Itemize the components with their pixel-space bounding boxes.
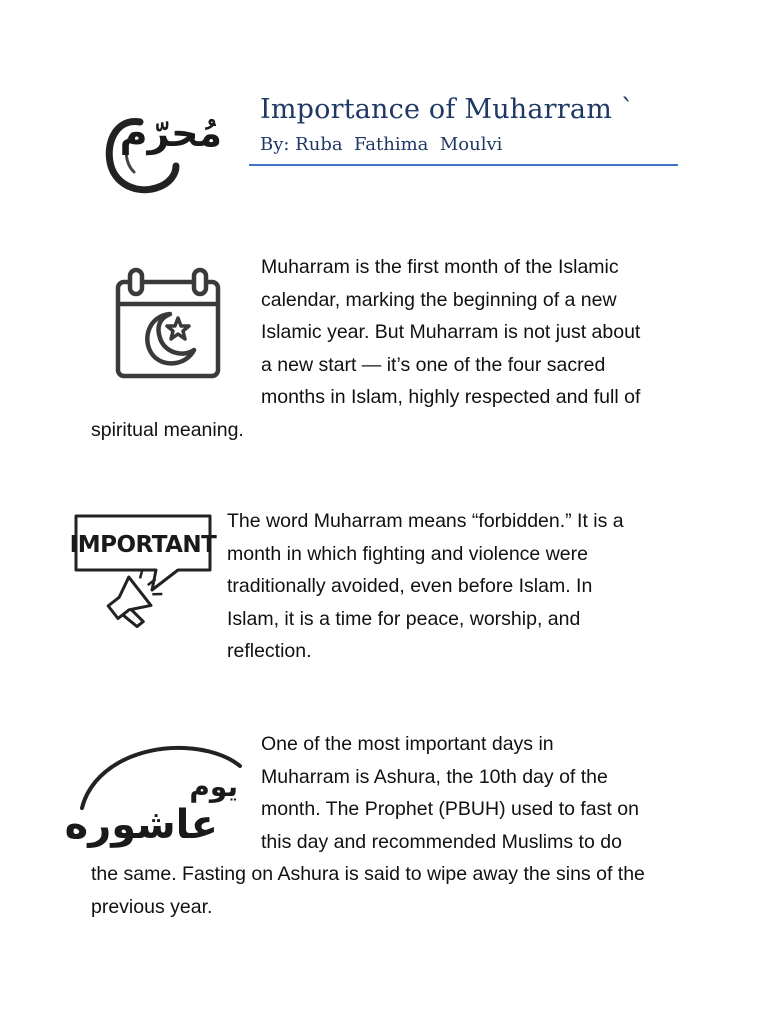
paragraph-line: month in which fighting and violence were [227,542,588,565]
ashura-calligraphy-top: يوم [189,770,238,803]
ashura-calligraphy-bottom: عاشوره [64,802,218,848]
important-label: IMPORTANT [69,532,217,558]
muharram-calligraphy-text: مُحرّم [119,111,222,155]
paragraph-line: Islam, it is a time for peace, worship, and [227,607,581,630]
paragraph-line: traditionally avoided, even before Islam. In [227,575,593,598]
muharram-calligraphy-image [100,100,230,200]
paragraph-line: reflection. [227,640,312,663]
paragraph-line: a new start — it’s one of the four sacred [261,353,606,376]
paragraph-line: spiritual meaning. [91,418,244,441]
paragraph-line: One of the most important days in [261,733,554,755]
paragraph-line: the same. Fasting on Ashura is said to wipe away the sins of the [91,863,645,886]
paragraph-intro [91,251,641,447]
author-byline: By: Ruba Fathima Moulvi [260,134,503,155]
paragraph-line: Islamic year. But Muharram is not just about [261,321,641,344]
paragraph-line: previous year. [91,895,213,918]
important-megaphone-image [69,512,217,652]
paragraph-line: month. The Prophet (PBUH) used to fast on [261,798,639,821]
paragraph-meaning [227,505,624,668]
page-title: Importance of Muharram ` [260,94,635,125]
paragraph-line: Muharram is Ashura, the 10th day of the [261,765,608,788]
paragraph-line: The word Muharram means “forbidden.” It is a [227,510,624,532]
calendar-moon-icon [112,266,224,382]
paragraph-line: months in Islam, highly respected and full of [261,386,641,409]
title-underline [249,164,678,166]
paragraph-line: calendar, marking the beginning of a new [261,288,617,311]
paragraph-line: this day and recommended Muslims to do [261,830,622,853]
ashura-calligraphy-image [64,742,244,848]
paragraph-line: Muharram is the first month of the Islamic [261,256,619,278]
